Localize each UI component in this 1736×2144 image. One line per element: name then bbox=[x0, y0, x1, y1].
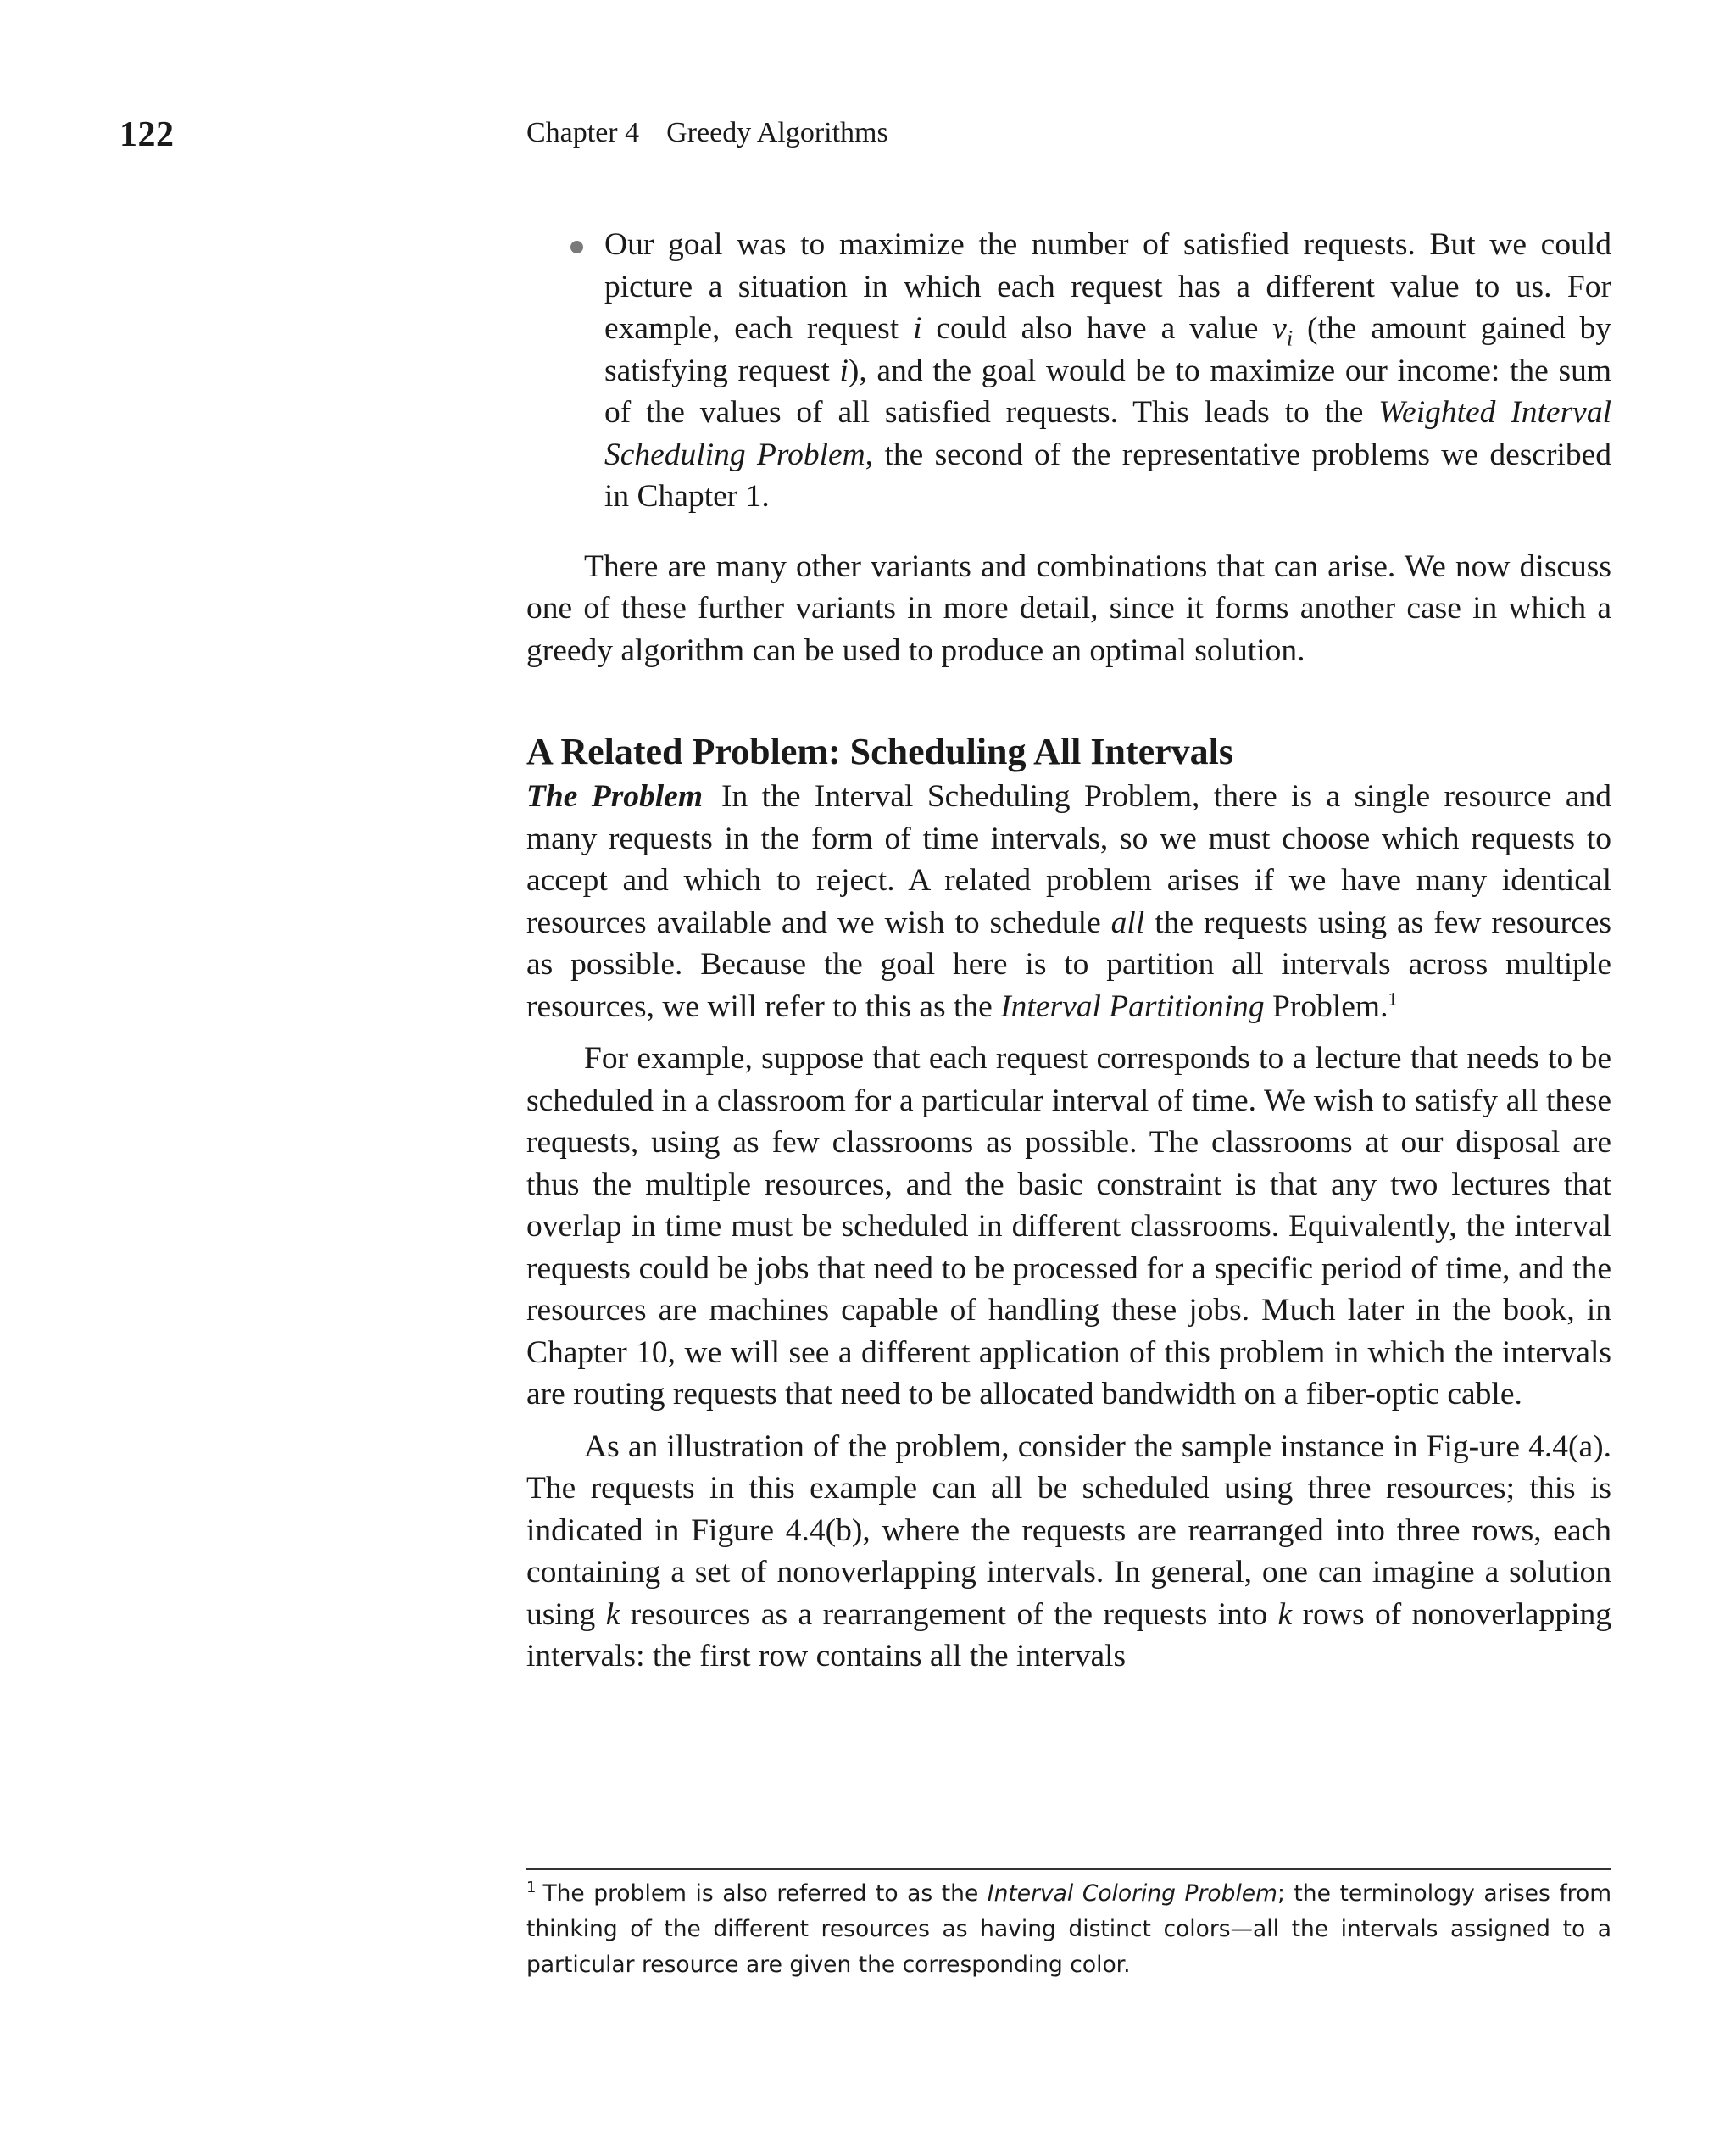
bullet-text: could also have a value bbox=[921, 311, 1273, 346]
bullet-text: (the amount gained by satisfying request bbox=[604, 311, 1611, 388]
paragraph-text: the requests using as few resources as possible. Because the goal here is to partition all intervals across multiple resources, we will refer to this as the bbox=[526, 905, 1611, 1024]
footnote bbox=[526, 1876, 1611, 1983]
chapter-label: Chapter 4 bbox=[526, 117, 640, 148]
section-heading: A Related Problem: Scheduling All Intervals bbox=[526, 731, 1233, 772]
paragraph-text: resources as a rearrangement of the requests into bbox=[620, 1596, 1278, 1632]
paragraph-text: rows of nonoverlapping intervals: the first row contains all the intervals bbox=[526, 1596, 1611, 1673]
footnote-ref: 1 bbox=[1388, 988, 1398, 1009]
paragraph-text: Problem. bbox=[1264, 988, 1388, 1024]
emphasis: Weighted Interval Scheduling Problem bbox=[604, 395, 1611, 472]
paragraph-text: In the Interval Scheduling Problem, there is a single resource and many requests in the form of time intervals, so we must choose which requests to accept and which to reject. A related problem arises if we have many identical resources available and we wish to schedule bbox=[526, 779, 1611, 940]
footnote-text: ; the terminology arises from thinking of the different resources as having distinct colors—all the intervals assigned to a particular resource are given the corresponding color. bbox=[526, 1880, 1612, 1978]
bullet-icon bbox=[570, 241, 583, 253]
chapter-title: Greedy Algorithms bbox=[666, 117, 888, 148]
footnote-mark: 1 bbox=[526, 1879, 537, 1897]
bullet-text: ), and the goal would be to maximize our income: the sum of the values of all satisfied requests. This leads to the bbox=[604, 353, 1611, 430]
page-number: 122 bbox=[120, 115, 175, 154]
emphasis: Interval Coloring Problem bbox=[987, 1880, 1277, 1907]
math-var: i bbox=[913, 311, 922, 346]
paragraph: For example, suppose that each request corresponds to a lecture that needs to be scheduled in a classroom for a particular interval of time. We wish to satisfy all these requests, using as few classrooms as possible. The classrooms at our disposal are thus the multiple resources, and the basic constraint is that any two lectures that overlap in time must be scheduled in different classrooms. Equivalently, the interval requests could be jobs that need to be processed for a specific period of time, and the resources are machines capable of handling these jobs. Much later in the book, in Chapter 10, we will see a different application of this problem in which the intervals are routing requests that need to be allocated bandwidth on a fiber-optic cable. bbox=[526, 1041, 1611, 1412]
math-var: k bbox=[1277, 1596, 1293, 1632]
paragraph bbox=[526, 1426, 1611, 1678]
running-head bbox=[526, 117, 888, 149]
paragraph-text: As an illustration of the problem, consider the sample instance in Fig-ure 4.4(a). The requests in this example can all be scheduled using three resources; this is indicated in Figure 4.4(b), where the requests are rearranged into three rows, each containing a set of nonoverlapping intervals. In general, one can imagine a solution using bbox=[526, 1428, 1611, 1632]
math-var: i bbox=[839, 353, 849, 388]
footnote-text: The problem is also referred to as the bbox=[542, 1880, 988, 1907]
emphasis: Interval Partitioning bbox=[1000, 988, 1265, 1024]
run-in-heading: The Problem bbox=[526, 779, 704, 814]
body-text bbox=[526, 224, 1611, 1678]
bullet-text: , the second of the representative problems we described in Chapter 1. bbox=[604, 437, 1611, 514]
math-subscript: i bbox=[1286, 326, 1294, 351]
footnote-rule bbox=[526, 1868, 1611, 1870]
paragraph bbox=[526, 776, 1611, 1027]
paragraph: There are many other variants and combinations that can arise. We now discuss one of these further variants in more detail, since it forms another case in which a greedy algorithm can be used to produce an optimal solution. bbox=[526, 549, 1611, 668]
math-var: k bbox=[605, 1596, 620, 1632]
bullet-item bbox=[526, 224, 1611, 518]
emphasis: all bbox=[1110, 905, 1145, 940]
bullet-text: Our goal was to maximize the number of satisfied requests. But we could picture a situation in which each request has a different value to us. For example, each request bbox=[604, 227, 1611, 346]
math-var: v bbox=[1272, 311, 1287, 346]
